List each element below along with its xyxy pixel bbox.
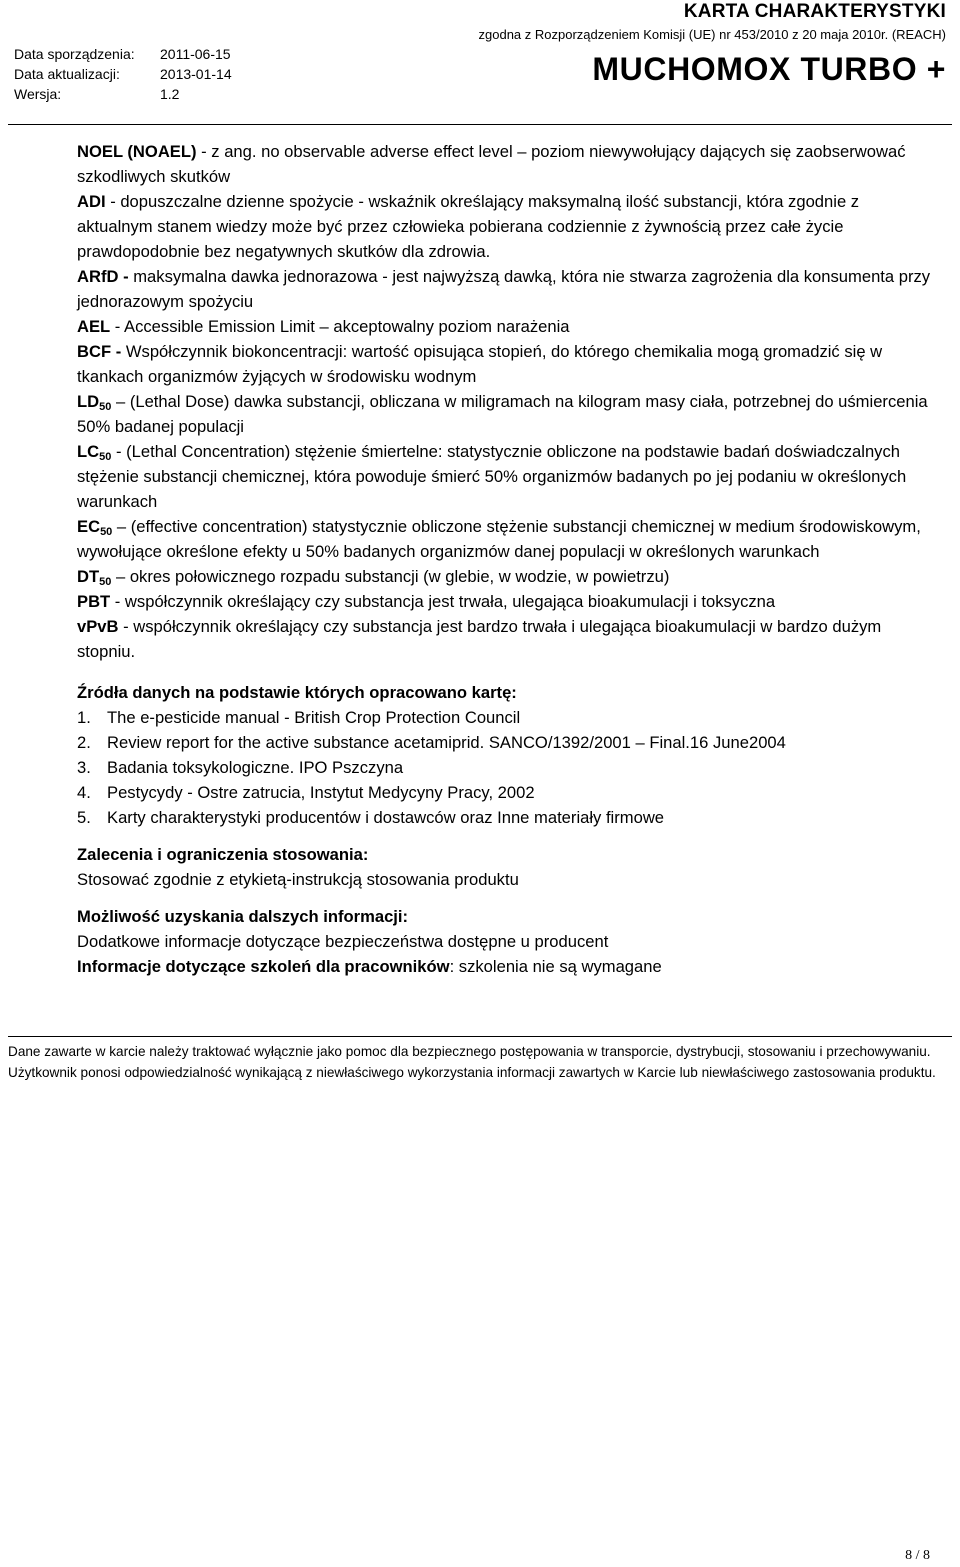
list-item — [77, 755, 937, 780]
term-lc-sub: 50 — [99, 451, 112, 463]
term-lc: LC — [77, 442, 100, 461]
term-noel: NOEL (NOAEL) — [77, 142, 197, 161]
list-item — [77, 730, 937, 755]
definition-adi — [77, 189, 937, 264]
recommendations-heading: Zalecenia i ograniczenia stosowania: — [77, 845, 369, 864]
desc-adi: - dopuszczalne dzienne spożycie - wskaźnik określający maksymalną ilość substancji, która zgodnie z aktualnym stanem wiedzy może być przez człowieka pobierana codziennie z żywnością przez całe życie prawdopodobnie bez negatywnych skutków dla zdrowia. — [77, 192, 860, 261]
definition-noel — [77, 139, 937, 189]
version-row — [14, 84, 232, 104]
training-heading: Informacje dotyczące szkoleń dla pracowników — [77, 957, 450, 976]
term-ld-sub: 50 — [99, 401, 112, 413]
desc-ld50: – (Lethal Dose) dawka substancji, obliczana w miligramach na kilogram masy ciała, potrzebnej do uśmiercenia 50% badanej populacji — [77, 392, 928, 436]
list-text: Badania toksykologiczne. IPO Pszczyna — [107, 758, 404, 777]
created-label: Data sporządzenia: — [14, 46, 135, 62]
version-label: Wersja: — [14, 86, 62, 102]
desc-ael: - Accessible Emission Limit – akceptowalny poziom narażenia — [110, 317, 570, 336]
term-dt-sub: 50 — [99, 576, 112, 588]
created-date-row — [14, 44, 232, 64]
list-item — [77, 805, 937, 830]
term-dt: DT — [77, 567, 100, 586]
term-pbt: PBT — [77, 592, 111, 611]
list-item — [77, 780, 937, 805]
definition-ael — [77, 314, 937, 339]
further-info-heading: Możliwość uzyskania dalszych informacji: — [77, 907, 409, 926]
desc-bcf: Współczynnik biokoncentracji: wartość opisująca stopień, do którego chemikalia mogą gromadzić się w tkankach organizmów żyjących w środowisku wodnym — [77, 342, 883, 386]
sources-heading: Źródła danych na podstawie których opracowano kartę: — [77, 683, 517, 702]
list-number: 3. — [77, 758, 91, 777]
definition-ec50 — [77, 514, 937, 564]
list-text: Karty charakterystyki producentów i dostawców oraz Inne materiały firmowe — [107, 808, 665, 827]
sources-list — [77, 705, 937, 830]
product-name: MUCHOMOX TURBO + — [592, 51, 946, 87]
version-value: 1.2 — [160, 86, 180, 102]
desc-arfd: maksymalna dawka jednorazowa - jest najwyższą dawką, która nie stwarza zagrożenia dla konsumenta przy jednorazowym spożyciu — [77, 267, 931, 311]
document-metadata — [14, 44, 232, 104]
term-adi: ADI — [77, 192, 106, 211]
footer-divider — [8, 1036, 952, 1037]
training-text: : szkolenia nie są wymagane — [449, 957, 662, 976]
header-divider — [8, 124, 952, 125]
desc-noel: - z ang. no observable adverse effect level – poziom niewywołujący dających się zaobserwować szkodliwych skutków — [77, 142, 906, 186]
list-text: Review report for the active substance acetamiprid. SANCO/1392/2001 – Final.16 June2004 — [107, 733, 786, 752]
list-item — [77, 705, 937, 730]
desc-pbt: - współczynnik określający czy substancja jest trwała, ulegająca bioakumulacji i toksyczna — [110, 592, 776, 611]
term-bcf: BCF - — [77, 342, 122, 361]
list-number: 2. — [77, 733, 91, 752]
definition-lc50 — [77, 439, 937, 514]
list-number: 4. — [77, 783, 91, 802]
list-text: Pestycydy - Ostre zatrucia, Instytut Medycyny Pracy, 2002 — [107, 783, 535, 802]
term-ec: EC — [77, 517, 101, 536]
recommendations-text: Stosować zgodnie z etykietą-instrukcją stosowania produktu — [77, 870, 519, 889]
desc-lc50: - (Lethal Concentration) stężenie śmiertelne: statystycznie obliczone na podstawie badań doświadczalnych stężenie substancji chemicznej, która powoduje śmierć 50% organizmów badanych po jej podaniu w określonych warunkach — [77, 442, 907, 511]
list-number: 5. — [77, 808, 91, 827]
definition-ld50 — [77, 389, 937, 439]
footer-disclaimer: Dane zawarte w karcie należy traktować wyłącznie jako pomoc dla bezpiecznego postępowania w transporcie, dystrybucji, stosowaniu i przechowywaniu. Użytkownik ponosi odpowiedzialność wynikającą z niewłaściwego wykorzystania informacji zawartych w Karcie lub niewłaściwego zastosowania produktu. — [8, 1044, 936, 1080]
definition-bcf — [77, 339, 937, 389]
main-content — [77, 139, 937, 979]
updated-value: 2013-01-14 — [160, 66, 232, 82]
definition-arfd — [77, 264, 937, 314]
created-value: 2011-06-15 — [160, 46, 231, 62]
desc-ec50: – (effective concentration) statystycznie obliczone stężenie substancji chemicznej w medium środowiskowym, wywołujące określone efekty u 50% badanych organizmów danej populacji w określonych warunkach — [77, 517, 921, 561]
term-ec-sub: 50 — [100, 526, 113, 538]
term-ld: LD — [77, 392, 100, 411]
list-text: The e-pesticide manual - British Crop Protection Council — [107, 708, 521, 727]
desc-vpvb: - współczynnik określający czy substancja jest bardzo trwała i ulegająca bioakumulacji w bardzo dużym stopniu. — [77, 617, 882, 661]
desc-dt50: – okres połowicznego rozpadu substancji (w glebie, w wodzie, w powietrzu) — [111, 567, 670, 586]
further-info-text: Dodatkowe informacje dotyczące bezpieczeństwa dostępne u producent — [77, 932, 609, 951]
term-ael: AEL — [77, 317, 111, 336]
term-arfd: ARfD - — [77, 267, 129, 286]
document-type: KARTA CHARAKTERYSTYKI — [683, 1, 946, 22]
updated-label: Data aktualizacji: — [14, 66, 120, 82]
list-number: 1. — [77, 708, 91, 727]
regulation-note: zgodna z Rozporządzeniem Komisji (UE) nr 453/2010 z 20 maja 2010r. (REACH) — [478, 27, 946, 42]
term-vpvb: vPvB — [77, 617, 119, 636]
definition-vpvb — [77, 614, 937, 664]
updated-date-row — [14, 64, 232, 84]
definition-pbt — [77, 589, 937, 614]
definition-dt50 — [77, 564, 937, 589]
document-title-block — [479, 2, 947, 88]
training-info — [77, 954, 937, 979]
page-number: 8 / 8 — [905, 1548, 930, 1563]
